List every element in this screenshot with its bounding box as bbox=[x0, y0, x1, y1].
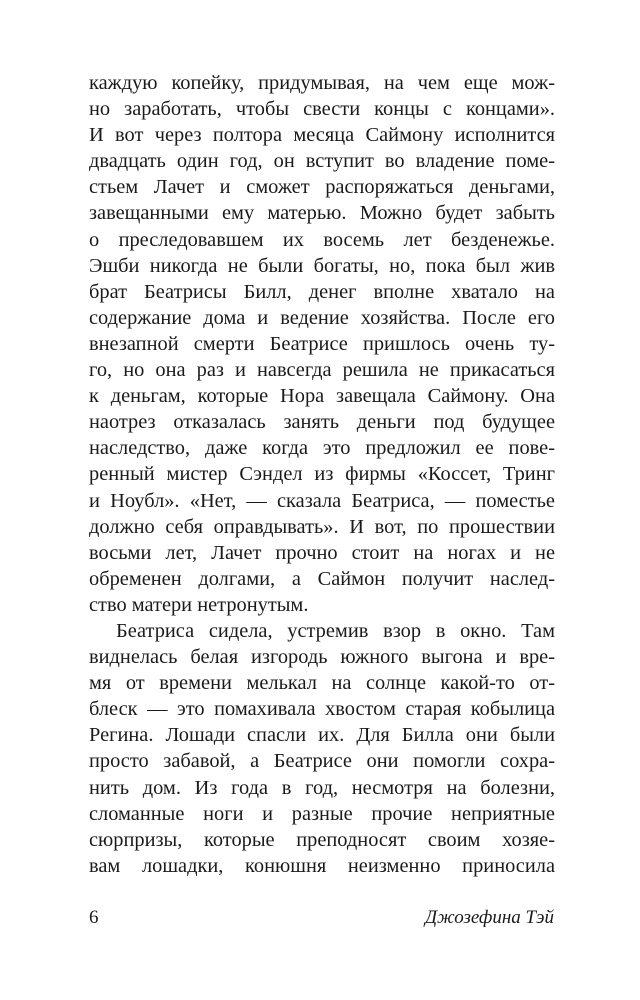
text-line: должно себя оправдывать». И вот, по прошествии bbox=[89, 515, 555, 538]
text-line: но заработать, чтобы свести концы с концами». bbox=[89, 98, 555, 121]
text-line: внезапной смерти Беатрисе пришлось очень ту- bbox=[89, 332, 555, 355]
page-body bbox=[89, 70, 555, 879]
running-head-author: Джозефина Тэй bbox=[424, 907, 554, 928]
text-line: и Ноубл». «Нет, — сказала Беатриса, — поместье bbox=[89, 489, 555, 512]
text-line: двадцать один год, он вступит во владение поме- bbox=[89, 150, 555, 173]
text-line: завещанными ему матерью. Можно будет забыть bbox=[89, 202, 555, 225]
text-line: блеск — это помахивала хвостом старая кобылица bbox=[89, 698, 555, 721]
text-line: Беатриса сидела, устремив взор в окно. Там bbox=[116, 619, 555, 642]
text-line: брат Беатрисы Билл, денег вполне хватало на bbox=[89, 280, 555, 303]
text-line: восьми лет, Лачет прочно стоит на ногах и не bbox=[89, 541, 555, 564]
paragraph-1 bbox=[89, 70, 555, 618]
text-line: просто забавой, а Беатрисе они помогли сохра- bbox=[89, 750, 555, 773]
text-line: вам лошадки, конюшня неизменно приносила bbox=[89, 854, 555, 877]
text-line: И вот через полтора месяца Саймону исполнится bbox=[89, 124, 555, 147]
text-line: мя от времени мелькал на солнце какой-то от- bbox=[89, 672, 555, 695]
text-line: го, но она раз и навсегда решила не прикасаться bbox=[89, 359, 555, 382]
text-line: стьем Лачет и сможет распоряжаться деньгами, bbox=[89, 176, 555, 199]
text-line: нить дом. Из года в год, несмотря на болезни, bbox=[89, 776, 555, 799]
text-line: виднелась белая изгородь южного выгона и вре- bbox=[89, 646, 555, 669]
text-line: каждую копейку, придумывая, на чем еще мож- bbox=[89, 72, 555, 94]
text-line: о преследовавшем их восемь лет безденежье. bbox=[89, 228, 555, 251]
text-line: к деньгам, которые Нора завещала Саймону. Она bbox=[89, 385, 555, 408]
text-line: Регина. Лошади спасли их. Для Билла они были bbox=[89, 724, 555, 747]
text-line: наследство, даже когда это предложил ее пове- bbox=[89, 437, 555, 460]
text-line: обременен долгами, а Саймон получит наслед- bbox=[89, 567, 555, 590]
text-line: наотрез отказалась занять деньги под будущее bbox=[89, 411, 555, 434]
text-line: сломанные ноги и разные прочие неприятные bbox=[89, 802, 555, 825]
text-line: сюрпризы, которые преподносят своим хозяе- bbox=[89, 828, 555, 851]
paragraph-2 bbox=[89, 618, 555, 879]
text-line: ство матери нетронутым. bbox=[89, 593, 309, 616]
page-number: 6 bbox=[89, 907, 99, 928]
text-line: ренный мистер Сэндел из фирмы «Коссет, Тринг bbox=[89, 463, 555, 486]
text-line: Эшби никогда не были богаты, но, пока был жив bbox=[89, 254, 555, 277]
text-line: содержание дома и ведение хозяйства. После его bbox=[89, 306, 555, 329]
